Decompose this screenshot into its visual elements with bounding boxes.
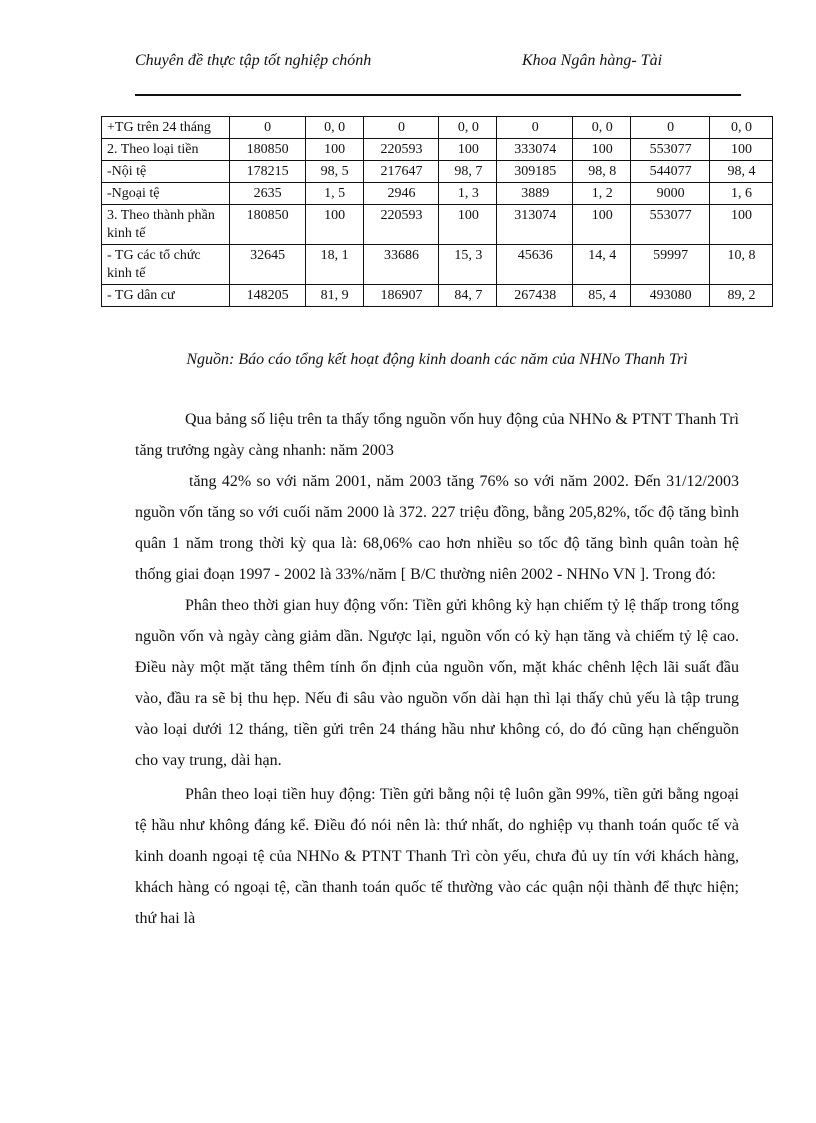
row-label: +TG trên 24 tháng [102,117,230,139]
paragraph-by-currency: Phân theo loại tiền huy động: Tiền gửi bằng nội tệ luôn gần 99%, tiền gửi bằng ngoại tệ hầu như không đáng kể. Điều đó nói nên là: thứ nhất, do nghiệp vụ thanh toán quốc tế và kinh doanh ngoại tệ của NHNo & PTNT Thanh Trì còn yếu, chưa đủ uy tín với khách hàng, khách hàng có ngoại tệ, cần thanh toán quốc tế thường vào các quận nội thành để thực hiện; thứ hai là [135,786,739,927]
table-cell: 0 [229,117,305,139]
header-title-left: Chuyên đề thực tập tốt nghiệp chónh [135,52,372,69]
table-row [102,285,773,307]
row-label: 3. Theo thành phần kinh tế [102,205,230,245]
table-cell: 178215 [229,161,305,183]
table-cell: 217647 [363,161,439,183]
table-cell: 1, 6 [710,183,773,205]
table-row [102,117,773,139]
table-cell: 267438 [497,285,573,307]
table-cell: 98, 7 [439,161,497,183]
table-cell: 9000 [631,183,710,205]
table-row [102,183,773,205]
table-cell: 32645 [229,245,305,285]
row-label: -Ngoại tệ [102,183,230,205]
table-cell: 100 [573,205,631,245]
table-cell: 1, 5 [305,183,363,205]
table-cell: 0 [631,117,710,139]
row-label: - TG các tổ chức kinh tế [102,245,230,285]
table-row [102,161,773,183]
table-cell: 544077 [631,161,710,183]
table-cell: 553077 [631,139,710,161]
table-cell: 2946 [363,183,439,205]
table-cell: 553077 [631,205,710,245]
table-cell: 220593 [363,205,439,245]
table-cell: 180850 [229,139,305,161]
table-cell: 313074 [497,205,573,245]
table-cell: 3889 [497,183,573,205]
row-label: - TG dân cư [102,285,230,307]
table-row [102,139,773,161]
table-cell: 180850 [229,205,305,245]
table-cell: 15, 3 [439,245,497,285]
table-cell: 81, 9 [305,285,363,307]
table-cell: 100 [439,205,497,245]
table-cell: 100 [573,139,631,161]
table-row [102,205,773,245]
header-divider [135,94,741,96]
paragraph-growth-detail [135,466,739,590]
table-cell: 0 [497,117,573,139]
header-title-right: Khoa Ngân hàng- Tài [522,52,663,69]
table-cell: 33686 [363,245,439,285]
table-cell: 0, 0 [710,117,773,139]
paragraph-growth-intro: Qua bảng số liệu trên ta thấy tổng nguồn vốn huy động của NHNo & PTNT Thanh Trì tăng trưởng ngày càng nhanh: năm 2003 [135,411,739,459]
table-cell: 89, 2 [710,285,773,307]
row-label: 2. Theo loại tiền [102,139,230,161]
table-cell: 100 [439,139,497,161]
capital-mobilization-table [101,116,773,307]
table-cell: 85, 4 [573,285,631,307]
table-cell: 186907 [363,285,439,307]
table-cell: 493080 [631,285,710,307]
table-cell: 0 [363,117,439,139]
table-cell: 45636 [497,245,573,285]
table-cell: 14, 4 [573,245,631,285]
table-cell: 1, 2 [573,183,631,205]
table-cell: 1, 3 [439,183,497,205]
table-cell: 98, 4 [710,161,773,183]
paragraph-growth-detail-text: tăng 42% so với năm 2001, năm 2003 tăng 76% so với năm 2002. Đến 31/12/2003 nguồn vốn tăng so với cuối năm 2000 là 372. 227 triệu đồng, bằng 205,82%, tốc độ tăng bình quân 1 năm trong thời kỳ qua là: 68,06% cao hơn nhiều so tốc độ tăng bình quân toàn hệ thống giai đoạn 1997 - 2002 là 33%/năm [ B/C thường niên 2002 - NHNo VN ]. Trong đó: [135,473,739,583]
row-label: -Nội tệ [102,161,230,183]
body-text [135,404,739,934]
table-cell: 220593 [363,139,439,161]
table-cell: 100 [710,139,773,161]
paragraph-by-term: Phân theo thời gian huy động vốn: Tiền gửi không kỳ hạn chiếm tỷ lệ thấp trong tổng nguồn vốn và ngày càng giảm dần. Ngược lại, nguồn vốn có kỳ hạn tăng và chiếm tỷ lệ cao. Điều này một mặt tăng thêm tính ổn định của nguồn vốn, mặt khác chênh lệch lãi suất đầu vào, đầu ra sẽ bị thu hẹp. Nếu đi sâu vào nguồn vốn dài hạn thì lại thấy chủ yếu là tập trung vào loại dưới 12 tháng, tiền gửi trên 24 tháng hầu như không có, do đó cũng hạn chếnguồn cho vay trung, dài hạn. [135,597,739,769]
table-cell: 333074 [497,139,573,161]
table-cell: 0, 0 [439,117,497,139]
table-cell: 84, 7 [439,285,497,307]
table-cell: 98, 8 [573,161,631,183]
table-cell: 98, 5 [305,161,363,183]
table-cell: 0, 0 [573,117,631,139]
table-cell: 10, 8 [710,245,773,285]
table-source-note: Nguồn: Báo cáo tổng kết hoạt động kinh doanh các năm của NHNo Thanh Trì [186,351,688,368]
table-cell: 148205 [229,285,305,307]
table-cell: 100 [710,205,773,245]
table-cell: 309185 [497,161,573,183]
table-cell: 100 [305,205,363,245]
table-body [102,117,773,307]
table-cell: 100 [305,139,363,161]
table-cell: 18, 1 [305,245,363,285]
table-cell: 2635 [229,183,305,205]
table-cell: 0, 0 [305,117,363,139]
table-cell: 59997 [631,245,710,285]
table-row [102,245,773,285]
